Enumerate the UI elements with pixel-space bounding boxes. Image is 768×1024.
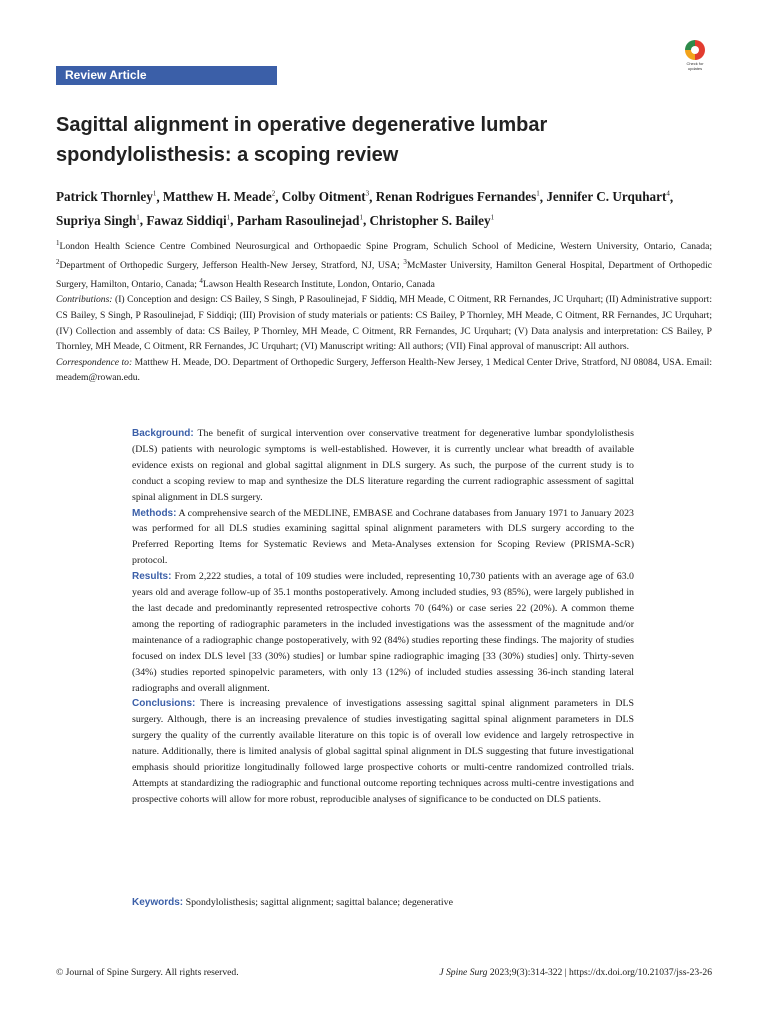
author: Supriya Singh$^1$ [56,212,140,228]
crossmark-icon [685,40,705,60]
author: Fawaz Siddiqi$^1$ [146,212,231,228]
keywords: Keywords: Spondylolisthesis; sagittal alignment; sagittal balance; degenerative [132,897,453,908]
author: Matthew H. Meade$^2$ [162,189,276,205]
doi-link[interactable]: 2023;9(3):314-322 | https://dx.doi.org/10.21037/jss-23-26 [487,967,712,978]
article-type-badge: Review Article [56,66,277,85]
abstract-conclusions: Conclusions: There is increasing prevalence of investigations assessing sagittal spinal alignment parameters in DLS surgery. Although, there is an increasing prevalence of studies investigating sagittal spinal alignment parameters in DLS surgery the quality of the currently available literature on this topic is of overall low evidence and largely retrospective in nature. Additionally, there is limited analysis of global sagittal spinal alignment in DLS suggesting that future investigational emphasis should prioritize longitudinally followed large prospective cohorts or multi-centre randomized controlled trials. Attempts at standardizing the radiographic and functional outcome reporting techniques across multi-centre investigations and prospective cohorts will allow for more robust, reproducible analyses of significance to be conducted on DLS patients. [132,698,634,805]
abstract-results: Results: From 2,222 studies, a total of 109 studies were included, representing 10,730 patients with an average age of 63.0 years old and average follow-up of 35.1 months postoperatively. Among included studies, 93 (85%), were largely published in the last decade and predominantly represented retrospective cohorts 70 (64%) or case series 22 (20%). A common theme among the reporting of radiographic parameters in the included investigations was the assessment of the magnitude and/or maintenance of a radiographic change postoperatively, with 92 (84%) studies reporting these findings. The majority of studies focused on index DLS level [33 (30%) studies] or lumbar spine radiographic imaging [33 (30%) studies] only. Thirty-seven (34%) studies reported spinopelvic parameters, with only 13 (12%) of included studies assessing 36-inch standing lateral radiographs and overall alignment. [132,571,634,694]
footer-copyright: © Journal of Spine Surgery. All rights reserved. [56,967,239,978]
correspondence: Correspondence to: Matthew H. Meade, DO. Department of Orthopedic Surgery, Jefferson Health-New Jersey, 1 Medical Center Drive, Stratford, NJ 08084, USA. Email: meadem@rowan.edu. [56,356,712,384]
author: Parham Rasoulinejad$^1$ [236,212,363,228]
author: Jennifer C. Urquhart$^4$ [546,189,670,205]
contributions: Contributions: (I) Conception and design: CS Bailey, S Singh, P Rasoulinejad, F Siddiq, MH Meade, C Oitment, RR Fernandes, JC Urquhart; (II) Administrative support: CS Bailey, S Singh, P Rasoulinejad, F Siddiqi; (III) Provision of study materials or patients: CS Bailey, P Thornley, MH Meade, C Oitment, RR Fernandes, JC Urquhart; (IV) Collection and assembly of data: CS Bailey, P Thornley, MH Meade, C Oitment, RR Fernandes, JC Urquhart; (V) Data analysis and interpretation: CS Bailey, P Thornley, MH Meade, C Oitment, RR Fernandes, JC Urquhart; (VI) Manuscript writing: All authors; (VII) Final approval of manuscript: All authors. [56,294,712,353]
front-matter [56,236,712,386]
abstract-background: Background: The benefit of surgical intervention over conservative treatment for degenerative lumbar spondylolisthesis (DLS) patients with neurologic symptoms is well-established. However, it is currently unclear what breadth of available evidence exists on regional and global sagittal alignment in DLS surgery. As such, the purpose of the current study is to conduct a scoping review to map and synthesize the DLS literature regarding the current radiographic assessment of sagittal spinal alignment in DLS surgery. [132,428,634,503]
article-title [56,110,656,170]
article-title-line-2: spondylolisthesis: a scoping review [56,144,399,166]
author: Renan Rodrigues Fernandes$^1$ [375,189,540,205]
crossmark-label: Check for updates [686,61,704,71]
article-title-line-1: Sagittal alignment in operative degenerative lumbar [56,114,548,136]
author: Christopher S. Bailey$^1$ [369,212,495,228]
journal-name: J Spine Surg [439,967,488,978]
abstract [132,426,634,808]
abstract-methods: Methods: A comprehensive search of the MEDLINE, EMBASE and Cochrane databases from January 1971 to January 2023 was performed for all DLS studies examining sagittal spinal alignment parameters with DLS surgery according to the Preferred Reporting Items for Systematic Reviews and Meta-Analyses extension for Scoping Review (PRISMA-ScR) protocol. [132,507,634,567]
author: Colby Oitment$^3$ [281,189,370,205]
footer-citation [439,966,712,980]
crossmark-check-for-updates[interactable] [680,40,710,72]
author-list: Patrick Thornley$^1$, Matthew H. Meade$^2$, Colby Oitment$^3$, Renan Rodrigues Fernandes$^1$, Jennifer C. Urquhart$^4$, Supriya Singh$^1$, Fawaz Siddiqi$^1$, Parham Rasoulinejad$^1$, Christopher S. Bailey$^1$ [56,189,674,228]
author: Patrick Thornley$^1$ [56,189,157,205]
affiliations: $^1$London Health Science Centre Combined Neurosurgical and Orthopaedic Spine Program, Schulich School of Medicine, Western University, Ontario, Canada; $^2$Department of Orthopedic Surgery, Jefferson Health-New Jersey, Stratford, NJ, USA; $^3$McMaster University, Hamilton General Hospital, Department of Orthopedic Surgery, Hamilton, Ontario, Canada; $^4$Lawson Health Research Institute, London, Ontario, Canada [56,239,713,290]
